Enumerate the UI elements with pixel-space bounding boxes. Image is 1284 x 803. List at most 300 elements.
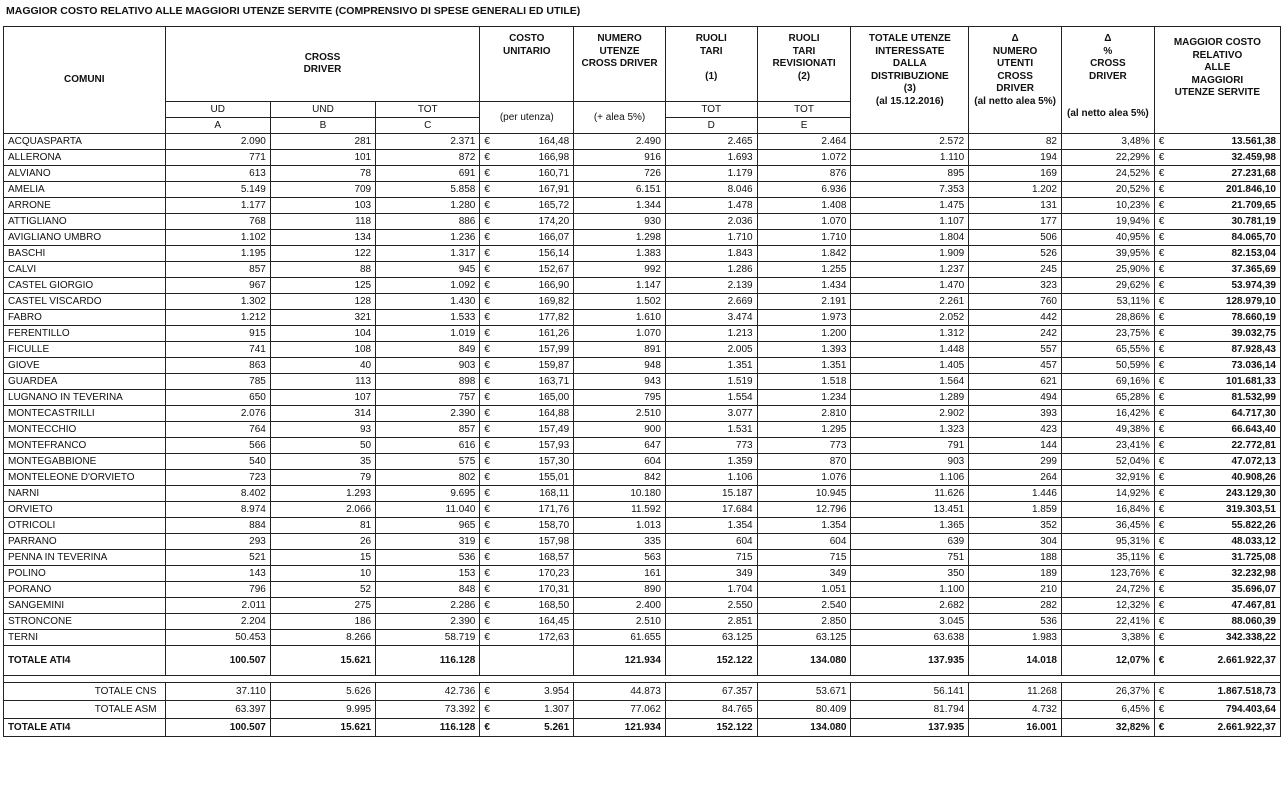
cell-ruoli: 1.554 <box>665 390 757 406</box>
cell-delta: 323 <box>969 278 1062 294</box>
cell-pct: 69,16% <box>1061 374 1154 390</box>
cell-comune: SANGEMINI <box>4 598 166 614</box>
cell-comune: GUARDEA <box>4 374 166 390</box>
cell-maggior-costo: 47.072,13 <box>1168 454 1281 470</box>
euro-sign: € <box>1154 294 1168 310</box>
cell-maggior-costo: 128.979,10 <box>1168 294 1281 310</box>
table-row <box>4 438 1281 454</box>
cell-pct: 3,48% <box>1061 134 1154 150</box>
cell-comune: ARRONE <box>4 198 166 214</box>
header-c: C <box>376 118 480 134</box>
cell-ud: 63.397 <box>165 701 270 719</box>
cell-delta: 423 <box>969 422 1062 438</box>
cell-ud: 1.195 <box>165 246 270 262</box>
cell-costo: 157,98 <box>493 534 573 550</box>
euro-sign: € <box>480 454 494 470</box>
cell-und: 78 <box>270 166 375 182</box>
cell-ud: 293 <box>165 534 270 550</box>
cell-comune: GIOVE <box>4 358 166 374</box>
cell-delta: 526 <box>969 246 1062 262</box>
cell-maggior-costo: 53.974,39 <box>1168 278 1281 294</box>
cell-und: 104 <box>270 326 375 342</box>
cell-costo: 164,48 <box>493 134 573 150</box>
cell-ruoli: 3.077 <box>665 406 757 422</box>
cell-maggior-costo: 27.231,68 <box>1168 166 1281 182</box>
cell-und: 103 <box>270 198 375 214</box>
cell-numero: 842 <box>574 470 666 486</box>
cell-tot: 945 <box>376 262 480 278</box>
cell-tot: 575 <box>376 454 480 470</box>
cell-comune: PORANO <box>4 582 166 598</box>
cell-maggior-costo: 21.709,65 <box>1168 198 1281 214</box>
cell-comune: ORVIETO <box>4 502 166 518</box>
cell-ud: 1.102 <box>165 230 270 246</box>
table-row <box>4 166 1281 182</box>
header-delta-percent: Δ % CROSS DRIVER (al netto alea 5%) <box>1061 27 1154 134</box>
cell-rev: 1.070 <box>757 214 851 230</box>
cell-pct: 65,55% <box>1061 342 1154 358</box>
cell-comune: BASCHI <box>4 246 166 262</box>
cell-ud: 143 <box>165 566 270 582</box>
euro-sign: € <box>480 246 494 262</box>
euro-sign: € <box>1154 598 1168 614</box>
cell-tot: 11.040 <box>376 502 480 518</box>
euro-sign: € <box>480 614 494 630</box>
cell-pct: 3,38% <box>1061 630 1154 646</box>
cell-costo: 155,01 <box>493 470 573 486</box>
cell-totale: 895 <box>851 166 969 182</box>
cell-rev: 53.671 <box>757 683 851 701</box>
euro-sign: € <box>1154 701 1168 719</box>
cell-und: 93 <box>270 422 375 438</box>
table-row <box>4 246 1281 262</box>
cell-maggior-costo: 101.681,33 <box>1168 374 1281 390</box>
table-row <box>4 454 1281 470</box>
cell-tot: 1.317 <box>376 246 480 262</box>
cell-comune: FICULLE <box>4 342 166 358</box>
cell-und: 50 <box>270 438 375 454</box>
cell-und: 81 <box>270 518 375 534</box>
cell-tot: 2.390 <box>376 406 480 422</box>
cell-ud: 650 <box>165 390 270 406</box>
cell-costo-empty <box>480 646 574 676</box>
cell-totale: 791 <box>851 438 969 454</box>
cell-numero: 604 <box>574 454 666 470</box>
cell-und: 134 <box>270 230 375 246</box>
cell-totale: 1.323 <box>851 422 969 438</box>
euro-sign: € <box>480 566 494 582</box>
header-delta-numero: Δ NUMERO UTENTI CROSS DRIVER (al netto alea 5%) <box>969 27 1062 134</box>
cell-delta: 245 <box>969 262 1062 278</box>
cell-tot: 616 <box>376 438 480 454</box>
cell-pct: 32,82% <box>1061 719 1154 737</box>
cell-ruoli: 604 <box>665 534 757 550</box>
table-row <box>4 198 1281 214</box>
cell-pct: 39,95% <box>1061 246 1154 262</box>
cell-maggior-costo: 48.033,12 <box>1168 534 1281 550</box>
cell-costo: 167,91 <box>493 182 573 198</box>
cell-und: 88 <box>270 262 375 278</box>
cell-maggior-costo: 78.660,19 <box>1168 310 1281 326</box>
cell-totale: 639 <box>851 534 969 550</box>
cell-tot: 2.371 <box>376 134 480 150</box>
cell-numero: 10.180 <box>574 486 666 502</box>
cell-pct: 40,95% <box>1061 230 1154 246</box>
cell-pct: 53,11% <box>1061 294 1154 310</box>
cell-numero: 44.873 <box>574 683 666 701</box>
cell-ruoli: 67.357 <box>665 683 757 701</box>
cell-ruoli: 2.550 <box>665 598 757 614</box>
cell-delta: 621 <box>969 374 1062 390</box>
cell-pct: 49,38% <box>1061 422 1154 438</box>
cell-tot: 73.392 <box>376 701 480 719</box>
cell-numero: 930 <box>574 214 666 230</box>
cell-und: 8.266 <box>270 630 375 646</box>
cell-numero: 563 <box>574 550 666 566</box>
cell-tot: 886 <box>376 214 480 230</box>
table-body <box>4 134 1281 646</box>
cell-ud: 915 <box>165 326 270 342</box>
cell-costo: 174,20 <box>493 214 573 230</box>
cell-ud: 2.090 <box>165 134 270 150</box>
euro-sign: € <box>1154 534 1168 550</box>
cell-rev: 1.408 <box>757 198 851 214</box>
cell-totale: 1.100 <box>851 582 969 598</box>
cell-numero: 943 <box>574 374 666 390</box>
cell-pct: 24,52% <box>1061 166 1154 182</box>
cell-und: 40 <box>270 358 375 374</box>
cell-totale: 1.564 <box>851 374 969 390</box>
cell-totale: 1.365 <box>851 518 969 534</box>
cell-delta: 506 <box>969 230 1062 246</box>
cell-ud: 2.011 <box>165 598 270 614</box>
cell-rev: 1.234 <box>757 390 851 406</box>
cell-und: 9.995 <box>270 701 375 719</box>
euro-sign: € <box>1154 230 1168 246</box>
cell-totale: 1.107 <box>851 214 969 230</box>
cell-numero: 2.510 <box>574 406 666 422</box>
euro-sign: € <box>1154 182 1168 198</box>
cell-ruoli: 152.122 <box>665 646 757 676</box>
cell-maggior-costo: 32.232,98 <box>1168 566 1281 582</box>
table-row <box>4 422 1281 438</box>
cell-tot: 872 <box>376 150 480 166</box>
euro-sign: € <box>480 214 494 230</box>
cell-pct: 29,62% <box>1061 278 1154 294</box>
euro-sign: € <box>480 134 494 150</box>
cell-rev: 876 <box>757 166 851 182</box>
cell-delta: 4.732 <box>969 701 1062 719</box>
cell-ruoli: 17.684 <box>665 502 757 518</box>
table-row <box>4 326 1281 342</box>
euro-sign: € <box>1154 166 1168 182</box>
euro-sign: € <box>480 502 494 518</box>
cell-pct: 95,31% <box>1061 534 1154 550</box>
euro-sign: € <box>1154 582 1168 598</box>
cell-maggior-costo: 47.467,81 <box>1168 598 1281 614</box>
cell-ruoli: 1.843 <box>665 246 757 262</box>
cell-ruoli: 715 <box>665 550 757 566</box>
cell-maggior-costo: 31.725,08 <box>1168 550 1281 566</box>
euro-sign: € <box>480 390 494 406</box>
euro-sign: € <box>1154 326 1168 342</box>
header-und: UND <box>270 102 375 118</box>
euro-sign: € <box>480 166 494 182</box>
cell-pct: 35,11% <box>1061 550 1154 566</box>
cell-delta: 557 <box>969 342 1062 358</box>
header-numero-utenze: NUMERO UTENZE CROSS DRIVER <box>574 27 666 102</box>
euro-sign: € <box>1154 358 1168 374</box>
cell-delta: 282 <box>969 598 1062 614</box>
cell-maggior-costo: 342.338,22 <box>1168 630 1281 646</box>
summary-row-totale-asm <box>4 701 1281 719</box>
cell-totale: 2.682 <box>851 598 969 614</box>
header-d: D <box>665 118 757 134</box>
cell-pct: 23,75% <box>1061 326 1154 342</box>
cell-pct: 22,41% <box>1061 614 1154 630</box>
cell-numero: 2.490 <box>574 134 666 150</box>
cell-delta: 1.202 <box>969 182 1062 198</box>
cell-ruoli: 84.765 <box>665 701 757 719</box>
cell-comune: FERENTILLO <box>4 326 166 342</box>
cell-tot: 2.286 <box>376 598 480 614</box>
cell-ruoli: 152.122 <box>665 719 757 737</box>
cell-delta: 457 <box>969 358 1062 374</box>
cell-maggior-costo: 81.532,99 <box>1168 390 1281 406</box>
cell-delta: 536 <box>969 614 1062 630</box>
cell-totale: 1.106 <box>851 470 969 486</box>
summary-row-totale-ati4-2 <box>4 719 1281 737</box>
cell-maggior-costo: 201.846,10 <box>1168 182 1281 198</box>
cell-rev: 1.076 <box>757 470 851 486</box>
cell-numero: 1.344 <box>574 198 666 214</box>
cell-numero: 795 <box>574 390 666 406</box>
cell-comune: PARRANO <box>4 534 166 550</box>
header-ruoli-tot: TOT <box>665 102 757 118</box>
cell-numero: 1.013 <box>574 518 666 534</box>
table-row <box>4 214 1281 230</box>
cell-ud: 5.149 <box>165 182 270 198</box>
cell-ud: 857 <box>165 262 270 278</box>
cell-ruoli: 2.669 <box>665 294 757 310</box>
cell-numero: 647 <box>574 438 666 454</box>
cell-costo: 169,82 <box>493 294 573 310</box>
cell-und: 2.066 <box>270 502 375 518</box>
cell-ruoli: 1.519 <box>665 374 757 390</box>
cell-und: 5.626 <box>270 683 375 701</box>
table-row <box>4 230 1281 246</box>
cell-costo: 171,76 <box>493 502 573 518</box>
cell-comune: FABRO <box>4 310 166 326</box>
header-ruoli-tari: RUOLI TARI (1) <box>665 27 757 102</box>
cell-und: 122 <box>270 246 375 262</box>
cell-delta: 169 <box>969 166 1062 182</box>
cell-numero: 891 <box>574 342 666 358</box>
table-row <box>4 534 1281 550</box>
euro-sign: € <box>480 278 494 294</box>
cell-costo: 156,14 <box>493 246 573 262</box>
cell-ud: 521 <box>165 550 270 566</box>
cell-totale: 2.572 <box>851 134 969 150</box>
cell-tot: 857 <box>376 422 480 438</box>
cell-ud: 613 <box>165 166 270 182</box>
cell-ruoli: 2.005 <box>665 342 757 358</box>
cell-delta: 1.859 <box>969 502 1062 518</box>
cell-costo: 157,93 <box>493 438 573 454</box>
cell-delta: 11.268 <box>969 683 1062 701</box>
cell-maggior-costo: 30.781,19 <box>1168 214 1281 230</box>
cell-und: 125 <box>270 278 375 294</box>
cell-ud: 2.076 <box>165 406 270 422</box>
cell-ud: 566 <box>165 438 270 454</box>
cell-comune: MONTELEONE D'ORVIETO <box>4 470 166 486</box>
cell-maggior-costo: 40.908,26 <box>1168 470 1281 486</box>
euro-sign: € <box>480 630 494 646</box>
cell-totale: 2.052 <box>851 310 969 326</box>
cell-ruoli: 2.851 <box>665 614 757 630</box>
cell-costo: 164,88 <box>493 406 573 422</box>
euro-sign: € <box>1154 390 1168 406</box>
cell-rev: 6.936 <box>757 182 851 198</box>
cell-rev: 2.850 <box>757 614 851 630</box>
cell-totale: 13.451 <box>851 502 969 518</box>
euro-sign: € <box>480 470 494 486</box>
cell-maggior-costo: 82.153,04 <box>1168 246 1281 262</box>
cell-ud: 796 <box>165 582 270 598</box>
table-row <box>4 502 1281 518</box>
cell-ruoli: 1.106 <box>665 470 757 486</box>
cell-costo: 157,99 <box>493 342 573 358</box>
euro-sign: € <box>480 701 494 719</box>
cell-costo: 158,70 <box>493 518 573 534</box>
cell-totale: 1.804 <box>851 230 969 246</box>
cell-ruoli: 3.474 <box>665 310 757 326</box>
euro-sign: € <box>480 182 494 198</box>
cell-rev: 1.973 <box>757 310 851 326</box>
cell-pct: 52,04% <box>1061 454 1154 470</box>
cell-pct: 123,76% <box>1061 566 1154 582</box>
cell-costo: 164,45 <box>493 614 573 630</box>
cell-rev: 63.125 <box>757 630 851 646</box>
euro-sign: € <box>480 582 494 598</box>
cell-totale: 1.405 <box>851 358 969 374</box>
cell-ruoli: 1.213 <box>665 326 757 342</box>
cell-comune: STRONCONE <box>4 614 166 630</box>
table-row <box>4 342 1281 358</box>
cell-delta: 177 <box>969 214 1062 230</box>
cell-rev: 1.842 <box>757 246 851 262</box>
cell-ud: 1.212 <box>165 310 270 326</box>
cell-numero: 1.147 <box>574 278 666 294</box>
cell-ruoli: 349 <box>665 566 757 582</box>
cell-numero: 992 <box>574 262 666 278</box>
cell-pct: 16,84% <box>1061 502 1154 518</box>
cell-rev: 1.434 <box>757 278 851 294</box>
cell-numero: 11.592 <box>574 502 666 518</box>
cell-maggior-costo: 1.867.518,73 <box>1168 683 1281 701</box>
cell-tot: 898 <box>376 374 480 390</box>
euro-sign: € <box>480 438 494 454</box>
cell-delta: 82 <box>969 134 1062 150</box>
cell-und: 128 <box>270 294 375 310</box>
cell-tot: 2.390 <box>376 614 480 630</box>
cell-costo: 166,07 <box>493 230 573 246</box>
cell-pct: 26,37% <box>1061 683 1154 701</box>
cell-und: 15.621 <box>270 719 375 737</box>
cell-costo: 159,87 <box>493 358 573 374</box>
cell-delta: 194 <box>969 150 1062 166</box>
cell-ud: 1.302 <box>165 294 270 310</box>
cell-rev: 604 <box>757 534 851 550</box>
cell-ud: 8.974 <box>165 502 270 518</box>
header-b: B <box>270 118 375 134</box>
cell-maggior-costo: 2.661.922,37 <box>1168 719 1281 737</box>
cell-totale: 7.353 <box>851 182 969 198</box>
cell-pct: 12,32% <box>1061 598 1154 614</box>
cell-tot: 848 <box>376 582 480 598</box>
cell-numero: 726 <box>574 166 666 182</box>
cell-pct: 22,29% <box>1061 150 1154 166</box>
header-e: E <box>757 118 851 134</box>
euro-sign: € <box>480 406 494 422</box>
cell-delta: 760 <box>969 294 1062 310</box>
cell-totale: 1.237 <box>851 262 969 278</box>
cell-und: 35 <box>270 454 375 470</box>
cell-numero: 1.298 <box>574 230 666 246</box>
table-row <box>4 550 1281 566</box>
cell-und: 275 <box>270 598 375 614</box>
summary-row-totale-cns <box>4 683 1281 701</box>
cell-comune: POLINO <box>4 566 166 582</box>
header-alea: (+ alea 5%) <box>574 102 666 134</box>
cell-tot: 116.128 <box>376 719 480 737</box>
cell-maggior-costo: 73.036,14 <box>1168 358 1281 374</box>
cell-totale: 1.470 <box>851 278 969 294</box>
total-label: TOTALE ATI4 <box>4 646 166 676</box>
euro-sign: € <box>1154 518 1168 534</box>
cell-comune: PENNA IN TEVERINA <box>4 550 166 566</box>
cell-rev: 2.464 <box>757 134 851 150</box>
cell-delta: 299 <box>969 454 1062 470</box>
euro-sign: € <box>1154 630 1168 646</box>
cell-rev: 870 <box>757 454 851 470</box>
cell-rev: 134.080 <box>757 646 851 676</box>
cell-numero: 1.383 <box>574 246 666 262</box>
cell-rev: 1.051 <box>757 582 851 598</box>
cell-maggior-costo: 66.643,40 <box>1168 422 1281 438</box>
header-a: A <box>165 118 270 134</box>
cell-ruoli: 1.693 <box>665 150 757 166</box>
cell-maggior-costo: 243.129,30 <box>1168 486 1281 502</box>
cell-numero: 1.610 <box>574 310 666 326</box>
cell-delta: 14.018 <box>969 646 1062 676</box>
table-row <box>4 358 1281 374</box>
euro-sign: € <box>480 326 494 342</box>
cell-rev: 1.518 <box>757 374 851 390</box>
cell-totale: 3.045 <box>851 614 969 630</box>
table-row <box>4 310 1281 326</box>
cell-numero: 1.070 <box>574 326 666 342</box>
table-row <box>4 598 1281 614</box>
cell-maggior-costo: 794.403,64 <box>1168 701 1281 719</box>
cell-ruoli: 8.046 <box>665 182 757 198</box>
cell-comune: CASTEL GIORGIO <box>4 278 166 294</box>
euro-sign: € <box>480 598 494 614</box>
cell-ud: 37.110 <box>165 683 270 701</box>
euro-sign: € <box>1154 214 1168 230</box>
euro-sign: € <box>1154 470 1168 486</box>
cell-costo: 168,50 <box>493 598 573 614</box>
